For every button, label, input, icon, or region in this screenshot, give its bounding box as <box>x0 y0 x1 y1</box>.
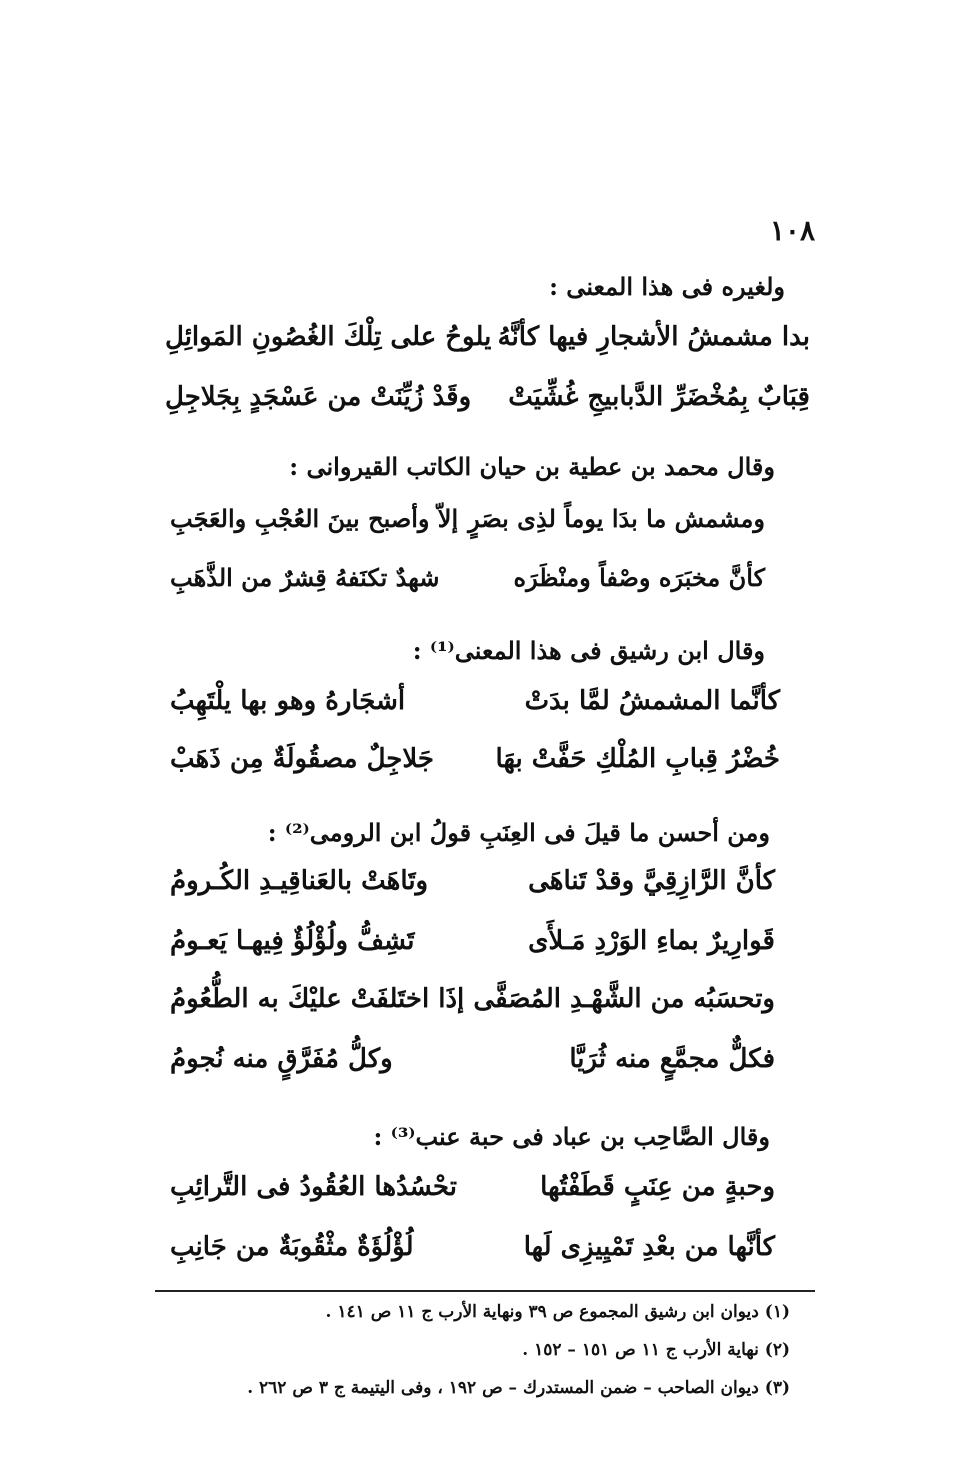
verse-first-hemistich: كأنَّ الرَّازِقِيَّ وقدْ تَناهَى <box>528 866 775 896</box>
verse-second-hemistich: إلاّ وأصبح بينَ العُجْبِ والعَجَبِ <box>170 503 459 533</box>
verse-line <box>170 734 780 784</box>
verse-first-hemistich: خُضْرُ قِبابِ المُلْكِ حَفَّتْ بهَا <box>495 744 780 774</box>
section-intro: وقال الصَّاحِب بن عباد فى حبة عنب⁽³⁾ : <box>373 1122 770 1151</box>
verse-line <box>170 676 780 726</box>
verse-second-hemistich: إذَا اختَلفَتْ عليْكَ به الطُّعُومُ <box>170 984 465 1014</box>
verse-line <box>170 493 765 543</box>
verse-line <box>170 916 775 966</box>
verse-first-hemistich: كأنَّما المشمشُ لمَّا بدَتْ <box>524 686 780 716</box>
verse-first-hemistich: وتحسَبُه من الشَّهْـدِ المُصَفَّى <box>473 984 775 1014</box>
section-intro: ولغيره فى هذا المعنى : <box>549 272 785 301</box>
section-intro: ومن أحسن ما قيلَ فى العِنَبِ قولُ ابن الرومى⁽²⁾ : <box>267 818 770 847</box>
verse-second-hemistich: وكلُّ مُفَرَّقٍ منه نُجومُ <box>170 1044 393 1074</box>
verse-second-hemistich: شهدٌ تكنَفهُ قِشرٌ من الذَّهَبِ <box>170 562 440 592</box>
verse-second-hemistich: وتَاهَتْ بالعَناقِيـدِ الكُـرومُ <box>170 866 429 896</box>
footnote: (١) ديوان ابن رشيق المجموع ص ٣٩ ونهاية الأرب ج ١١ ص ١٤١ . <box>325 1302 790 1322</box>
verse-line <box>170 856 775 906</box>
footnote: (٣) ديوان الصاحب – ضمن المستدرك – ص ١٩٢ ، وفى اليتيمة ج ٣ ص ٢٦٢ . <box>247 1378 790 1398</box>
verse-second-hemistich: تحْسُدُها العُقُودُ فى التَّرائِبِ <box>170 1172 457 1202</box>
verse-first-hemistich: كأنَّ مخبَرَه وصْفاً ومنْظَرَه <box>513 562 765 592</box>
verse-line <box>170 1034 775 1084</box>
footnote-separator <box>155 1290 815 1292</box>
verse-second-hemistich: لُؤْلُؤَةٌ مثْقُوبَةٌ من جَانِبِ <box>170 1232 414 1262</box>
verse-line <box>165 312 810 362</box>
verse-second-hemistich: أشجَارهُ وهو بها يلْتَهِبُ <box>170 686 406 716</box>
verse-first-hemistich: فكلٌّ مجمَّعٍ منه ثُرَيَّا <box>569 1044 775 1074</box>
verse-first-hemistich: قَوارِيرٌ بماءِ الوَرْدِ مَـلأَى <box>528 926 775 956</box>
verse-second-hemistich: يلوحُ على تِلْكَ الغُصُونِ المَوائِلِ <box>165 322 492 352</box>
verse-first-hemistich: كأنَّها من بعْدِ تَمْيِيزِى لَها <box>523 1232 775 1262</box>
verse-line <box>170 1222 775 1272</box>
verse-first-hemistich: بدا مشمشُ الأشجارِ فيها كأنَّهُ <box>497 322 810 352</box>
verse-first-hemistich: وحبةٍ من عِنَبٍ قَطَفْتُها <box>540 1172 775 1202</box>
verse-line <box>170 1162 775 1212</box>
verse-line <box>165 372 810 422</box>
footnote: (٢) نهاية الأرب ج ١١ ص ١٥١ – ١٥٢ . <box>522 1340 790 1360</box>
verse-second-hemistich: جَلاجِلٌ مصقُولَةٌ مِن ذَهَبْ <box>170 744 434 774</box>
verse-second-hemistich: وقَدْ زُيِّنَتْ من عَسْجَدٍ بِجَلاجِلِ <box>165 382 472 412</box>
section-intro: وقال ابن رشيق فى هذا المعنى⁽¹⁾ : <box>412 636 765 665</box>
verse-line <box>170 974 775 1024</box>
verse-first-hemistich: ومشمش ما بدَا يوماً لذِى بصَرٍ <box>468 503 765 533</box>
verse-second-hemistich: تَشِفُّ ولُؤْلُؤٌ فِيهـا يَعـومُ <box>170 926 415 956</box>
verse-line <box>170 552 765 602</box>
section-intro: وقال محمد بن عطية بن حيان الكاتب القيروانى : <box>289 452 775 481</box>
verse-first-hemistich: قِبَابٌ بِمُخْضَرِّ الدَّبابيجِ غُشِّيَتْ <box>508 382 810 412</box>
page-number: ١٠٨ <box>769 214 815 247</box>
